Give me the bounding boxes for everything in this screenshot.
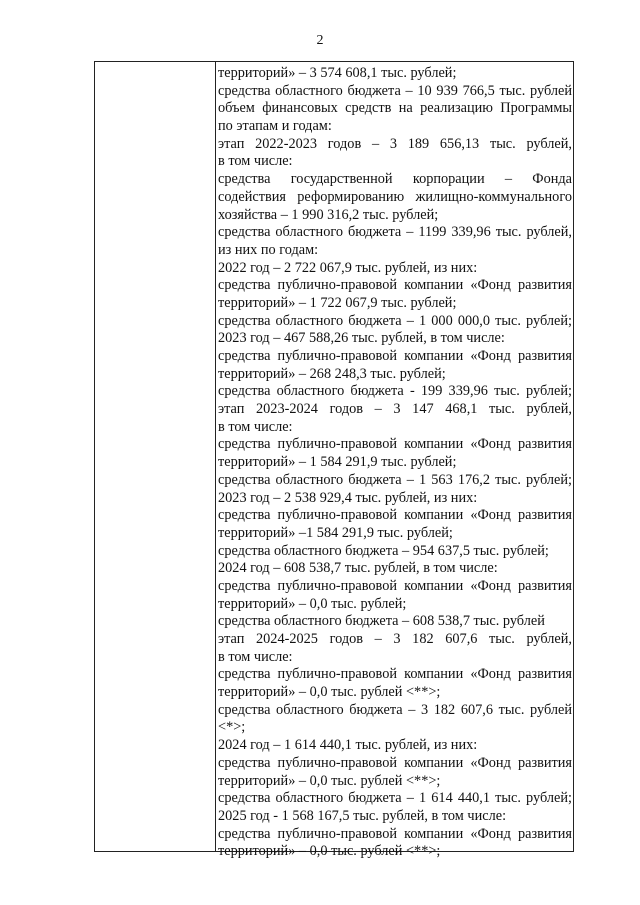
text-line: 2022 год – 2 722 067,9 тыс. рублей, из них: [218, 259, 478, 276]
text-line: средства публично-правовой компании «Фонд развития [218, 666, 572, 683]
text-line: средства публично-правовой компании «Фонд развития [218, 348, 572, 364]
text-line: средства публично-правовой компании «Фонд развития [218, 577, 572, 594]
text-line: средства областного бюджета – 608 538,7 тыс. рублей [218, 613, 545, 630]
text-line: 2024 год – 608 538,7 тыс. рублей, в том числе: [218, 560, 498, 577]
table-left-cell [95, 62, 215, 851]
text-line: территорий» – 1 722 067,9 тыс. рублей; [218, 294, 457, 311]
text-line: этап 2023-2024 годов – 3 147 468,1 тыс. рублей, [218, 401, 572, 418]
text-line: территорий» – 0,0 тыс. рублей; [218, 595, 407, 612]
text-line: территорий» – 0,0 тыс. рублей <**>; [218, 843, 441, 860]
text-line: <*>; [218, 719, 246, 736]
table-content-cell [218, 65, 572, 860]
text-line: этап 2022-2023 годов – 3 189 656,13 тыс. рублей, [218, 135, 572, 152]
text-line: территорий» –1 584 291,9 тыс. рублей; [218, 524, 453, 541]
text-line: средства областного бюджета – 3 182 607,6 тыс. рублей [218, 701, 572, 718]
text-line: средства публично-правовой компании «Фонд развития [218, 507, 572, 524]
text-line: территорий» – 0,0 тыс. рублей <**>; [218, 684, 441, 701]
text-line: территорий» – 268 248,3 тыс. рублей; [218, 365, 446, 382]
text-line: 2023 год – 467 588,26 тыс. рублей, в том числе: [218, 330, 505, 347]
text-line: по этапам и годам: [218, 118, 332, 135]
text-line: средства публично-правовой компании «Фонд развития [218, 277, 572, 294]
text-line: 2025 год - 1 568 167,5 тыс. рублей, в том числе: [218, 807, 507, 824]
text-line: средства публично-правовой компании «Фонд развития [218, 754, 572, 771]
text-line: территорий» – 0,0 тыс. рублей <**>; [218, 772, 441, 789]
column-divider [215, 62, 216, 851]
program-table [94, 61, 574, 860]
text-line: хозяйства – 1 990 316,2 тыс. рублей; [218, 206, 439, 223]
text-line: в том числе: [218, 418, 293, 435]
text-line: 2024 год – 1 614 440,1 тыс. рублей, из них: [218, 737, 478, 754]
text-line: средства государственной корпорации – Фонда [218, 171, 572, 188]
text-line: средства публично-правовой компании «Фонд развития [218, 436, 572, 453]
text-line: средства областного бюджета – 1 563 176,2 тыс. рублей; [218, 471, 572, 488]
text-line: средства областного бюджета – 1 614 440,1 тыс. рублей; [218, 790, 572, 807]
text-line: объем финансовых средств на реализацию Программы [218, 100, 572, 117]
text-line: средства областного бюджета – 1199 339,96 тыс. рублей, [218, 224, 572, 241]
text-line: в том числе: [218, 648, 293, 665]
text-line: содействия реформированию жилищно-коммунального [218, 188, 572, 205]
text-line: территорий» – 3 574 608,1 тыс. рублей; [218, 65, 457, 81]
text-line: средства областного бюджета – 1 000 000,0 тыс. рублей; [218, 312, 572, 329]
text-line: средства областного бюджета - 199 339,96 тыс. рублей; [218, 383, 572, 400]
page-number: 2 [316, 33, 324, 48]
text-line: средства областного бюджета – 954 637,5 тыс. рублей; [218, 542, 549, 559]
text-line: средства публично-правовой компании «Фонд развития [218, 825, 572, 842]
text-line: этап 2024-2025 годов – 3 182 607,6 тыс. рублей, [218, 631, 572, 647]
text-line: 2023 год – 2 538 929,4 тыс. рублей, из них: [218, 489, 478, 506]
text-line: из них по годам: [218, 241, 319, 258]
text-line: средства областного бюджета – 10 939 766,5 тыс. рублей [218, 82, 572, 99]
text-line: в том числе: [218, 153, 293, 170]
text-line: территорий» – 1 584 291,9 тыс. рублей; [218, 454, 457, 471]
